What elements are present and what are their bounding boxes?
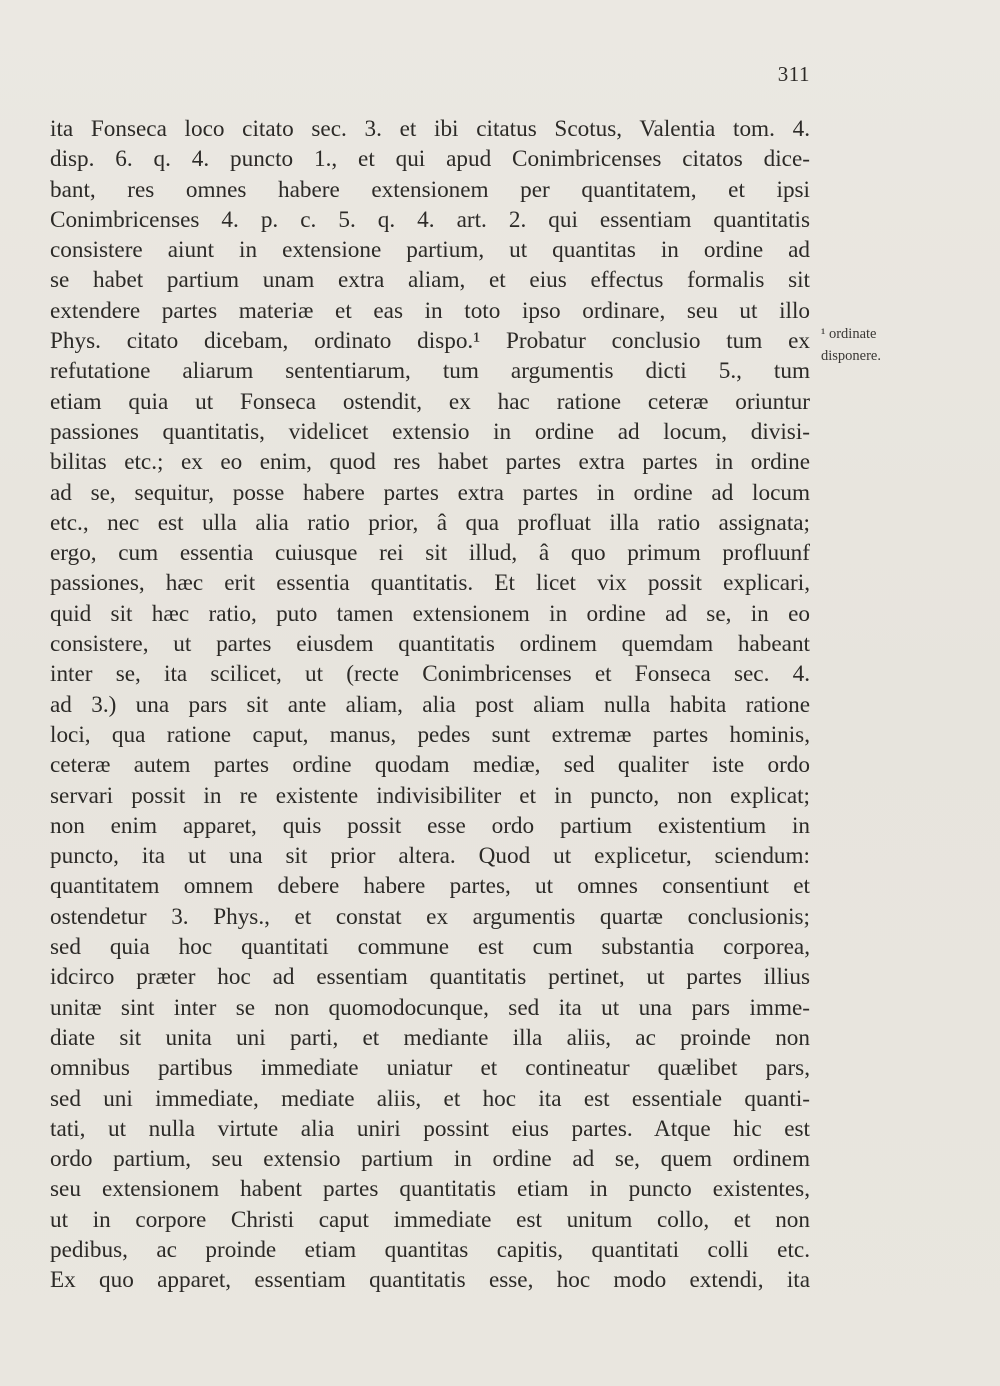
text-line: bant, res omnes habere extensionem per quantitatem, et ipsi — [50, 176, 810, 203]
text-line: se habet partium unam extra aliam, et eius effectus formalis sit — [50, 267, 810, 294]
text-line: consistere, ut partes eiusdem quantitatis ordinem quemdam habeant — [50, 631, 810, 658]
text-line: non enim apparet, quis possit esse ordo partium existentium in — [50, 812, 810, 839]
text-line: passiones, hæc erit essentia quantitatis. Et licet vix possit explicari, — [50, 570, 810, 597]
text-line: sed uni immediate, mediate aliis, et hoc ita est essentiale quanti- — [50, 1085, 810, 1112]
text-line: seu extensionem habent partes quantitatis etiam in puncto existentes, — [50, 1176, 810, 1203]
margin-note-line: ¹ ordinate — [821, 326, 877, 342]
text-line: puncto, ita ut una sit prior altera. Quod ut explicetur, sciendum: — [50, 843, 810, 870]
text-line: ostendetur 3. Phys., et constat ex argumentis quartæ conclusionis; — [50, 903, 810, 930]
text-line: Ex quo apparet, essentiam quantitatis esse, hoc modo extendi, ita — [50, 1267, 810, 1294]
text-line: pedibus, ac proinde etiam quantitas capitis, quantitati colli etc. — [50, 1236, 810, 1263]
margin-note-line: disponere. — [821, 348, 881, 364]
text-line: inter se, ita scilicet, ut (recte Conimbricenses et Fonseca sec. 4. — [50, 661, 810, 688]
text-line: quantitatem omnem debere habere partes, ut omnes consentiunt et — [50, 873, 810, 900]
text-line: idcirco præter hoc ad essentiam quantitatis pertinet, ut partes illius — [50, 964, 810, 991]
text-line: ad 3.) una pars sit ante aliam, alia post aliam nulla habita ratione — [50, 691, 810, 718]
text-line: passiones quantitatis, videlicet extensio in ordine ad locum, divisi- — [50, 418, 810, 445]
text-line: servari possit in re existente indivisibiliter et in puncto, non explicat; — [50, 782, 810, 809]
text-line: ita Fonseca loco citato sec. 3. et ibi citatus Scotus, Valentia tom. 4. — [50, 116, 810, 142]
text-line: refutatione aliarum sententiarum, tum argumentis dicti 5., tum — [50, 358, 810, 385]
text-line: ordo partium, seu extensio partium in ordine ad se, quem ordinem — [50, 1146, 810, 1173]
text-line: etiam quia ut Fonseca ostendit, ex hac ratione ceteræ oriuntur — [50, 388, 810, 415]
text-line: ut in corpore Christi caput immediate est unitum collo, et non — [50, 1206, 810, 1233]
text-line: unitæ sint inter se non quomodocunque, sed ita ut una pars imme- — [50, 994, 810, 1021]
text-line: ergo, cum essentia cuiusque rei sit illud, â quo primum profluunf — [50, 540, 810, 567]
text-line: loci, qua ratione caput, manus, pedes sunt extremæ partes hominis, — [50, 721, 810, 748]
text-line: etc., nec est ulla alia ratio prior, â qua profluat illa ratio assignata; — [50, 509, 810, 536]
page-number: 311 — [777, 62, 810, 86]
text-line: Phys. citato dicebam, ordinato dispo.¹ Probatur conclusio tum ex — [50, 328, 810, 355]
body-text — [50, 114, 810, 1296]
text-line: omnibus partibus immediate uniatur et contineatur quælibet pars, — [50, 1055, 810, 1082]
text-line: Conimbricenses 4. p. c. 5. q. 4. art. 2. qui essentiam quantitatis — [50, 206, 810, 233]
text-line: disp. 6. q. 4. puncto 1., et qui apud Conimbricenses citatos dice- — [50, 146, 810, 173]
text-line: sed quia hoc quantitati commune est cum substantia corporea, — [50, 934, 810, 961]
text-line: extendere partes materiæ et eas in toto ipso ordinare, seu ut illo — [50, 297, 810, 324]
text-line: tati, ut nulla virtute alia uniri possint eius partes. Atque hic est — [50, 1115, 810, 1142]
text-line: ceteræ autem partes ordine quodam mediæ, sed qualiter iste ordo — [50, 752, 810, 779]
text-line: quid sit hæc ratio, puto tamen extensionem in ordine ad se, in eo — [50, 600, 810, 627]
text-line: diate sit unita uni parti, et mediante illa aliis, ac proinde non — [50, 1024, 810, 1051]
margin-note — [821, 323, 941, 367]
text-line: bilitas etc.; ex eo enim, quod res habet partes extra partes in ordine — [50, 449, 810, 476]
text-line: consistere aiunt in extensione partium, ut quantitas in ordine ad — [50, 237, 810, 264]
text-line: ad se, sequitur, posse habere partes extra partes in ordine ad locum — [50, 479, 810, 506]
